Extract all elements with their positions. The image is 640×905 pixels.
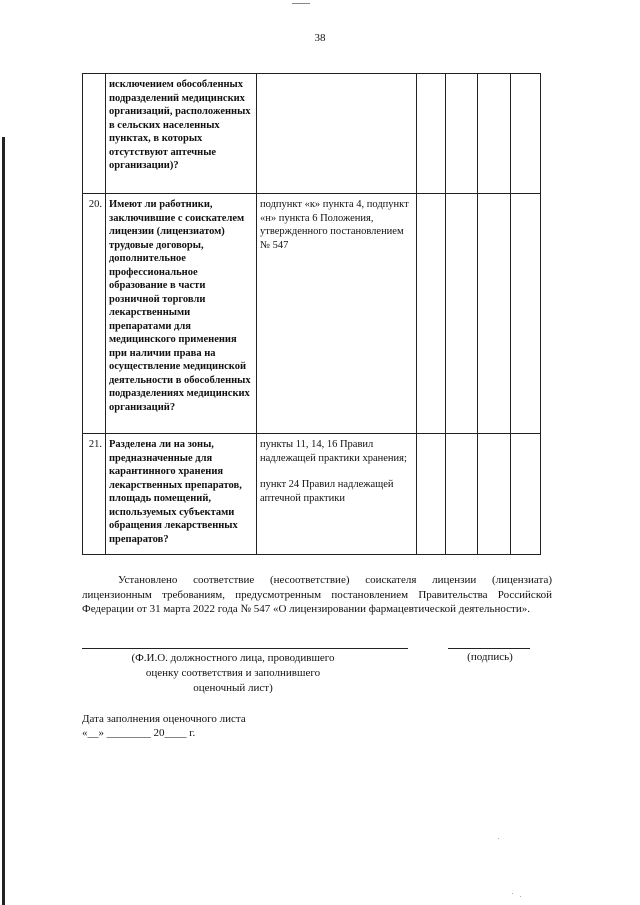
row-reference [257, 74, 417, 194]
answer-cell-note[interactable] [511, 74, 541, 194]
answer-cell-no[interactable] [446, 74, 478, 194]
reference-item: пункт 24 Правил надлежащей аптечной практики [260, 479, 394, 504]
answer-cell-not-applicable[interactable] [478, 434, 511, 555]
signature-line[interactable] [448, 648, 530, 649]
reference-item: подпункт «к» пункта 4, подпункт «н» пункта 6 Положения, утвержденного постановлением № 547 [260, 199, 409, 251]
fio-signature-line[interactable] [82, 648, 408, 649]
checklist-table [82, 73, 541, 555]
answer-cell-yes[interactable] [417, 74, 446, 194]
answer-cell-yes[interactable] [417, 434, 446, 555]
row-number: 21. [83, 434, 106, 555]
fio-caption-line: оценочный лист) [193, 682, 273, 694]
scan-mark-top [292, 0, 310, 4]
row-question: Имеют ли работники, заключившие с соискателем лицензии (лицензиатом) трудовые договоры, дополнительное профессиональное образование в части розничной торговли лекарственными препаратами для медицинского применения при наличии права на осуществление медицинской деятельности в обособленных подразделениях медицинских организаций? [106, 194, 257, 434]
answer-cell-no[interactable] [446, 434, 478, 555]
answer-cell-note[interactable] [511, 434, 541, 555]
signature-caption: (подпись) [467, 651, 513, 663]
page-number: 38 [314, 32, 326, 44]
conclusion-text: Установлено соответствие (несоответствие) соискателя лицензии (лицензиата) лицензионным требованиям, предусмотренным постановлением Правительства Российской Федерации от 31 марта 2022 года № 547 «О лицензировании фармацевтической деятельности». [82, 574, 552, 615]
scan-speck [520, 896, 521, 897]
table-row [83, 434, 541, 555]
scan-edge-bar [2, 137, 5, 905]
answer-cell-not-applicable[interactable] [478, 194, 511, 434]
scan-speck [498, 838, 499, 839]
fio-caption-line: оценку соответствия и заполнившего [145, 667, 321, 679]
answer-cell-yes[interactable] [417, 194, 446, 434]
date-label: Дата заполнения оценочного листа [82, 713, 246, 725]
row-number [83, 74, 106, 194]
row-reference [257, 434, 417, 555]
table-row [83, 74, 541, 194]
table-row [83, 194, 541, 434]
row-question: исключением обособленных подразделений медицинских организаций, расположенных в сельских населенных пунктах, в которых отсутствуют аптечные организации)? [106, 74, 257, 194]
row-number: 20. [83, 194, 106, 434]
scan-speck [512, 893, 513, 894]
answer-cell-not-applicable[interactable] [478, 74, 511, 194]
date-field[interactable]: «__» ________ 20____ г. [82, 727, 196, 739]
row-reference [257, 194, 417, 434]
reference-item: пункты 11, 14, 16 Правил надлежащей практики хранения; [260, 439, 407, 464]
row-question: Разделена ли на зоны, предназначенные для карантинного хранения лекарственных препаратов, площадь помещений, используемых субъектами обращения лекарственных препаратов? [106, 434, 257, 555]
fio-caption [108, 651, 358, 696]
answer-cell-note[interactable] [511, 194, 541, 434]
answer-cell-no[interactable] [446, 194, 478, 434]
fio-caption-line: (Ф.И.О. должностного лица, проводившего [131, 652, 335, 664]
